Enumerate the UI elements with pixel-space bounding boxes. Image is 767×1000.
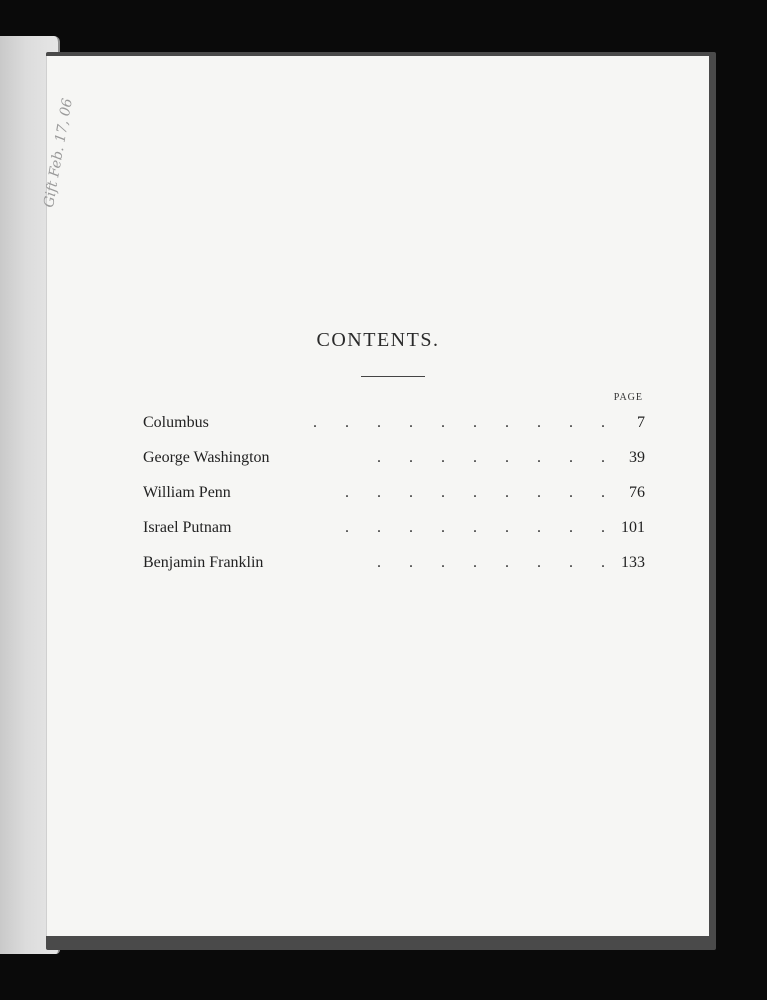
table-of-contents [143,414,645,589]
toc-entry-william-penn [143,484,645,519]
toc-entry-benjamin-franklin [143,554,645,589]
toc-entry-title: William Penn [143,484,231,501]
toc-entry-title: George Washington [143,449,270,466]
contents-heading: CONTENTS. [316,329,440,351]
toc-entry-title: Benjamin Franklin [143,554,264,571]
toc-entry-title: Columbus [143,414,209,431]
toc-entry-title: Israel Putnam [143,519,232,536]
toc-entry-israel-putnam [143,519,645,554]
toc-entry-page: 101 [621,519,645,536]
contents-page [41,56,709,936]
dot-leader: . . . . . . . . . [345,484,617,501]
toc-entry-columbus [143,414,645,449]
page-column-label: PAGE [613,392,643,403]
toc-entry-page: 133 [621,554,645,571]
dot-leader: . . . . . . . . [377,449,617,466]
toc-entry-page: 76 [629,484,645,501]
dot-leader: . . . . . . . . [377,554,617,571]
toc-entry-page: 39 [629,449,645,466]
toc-entry-page: 7 [637,414,645,431]
dot-leader: . . . . . . . . . [345,519,617,536]
toc-entry-george-washington [143,449,645,484]
heading-rule [361,376,425,377]
dot-leader: . . . . . . . . . . [313,414,617,431]
pencil-inscription: Gift Feb. 17, 06 [41,97,76,209]
